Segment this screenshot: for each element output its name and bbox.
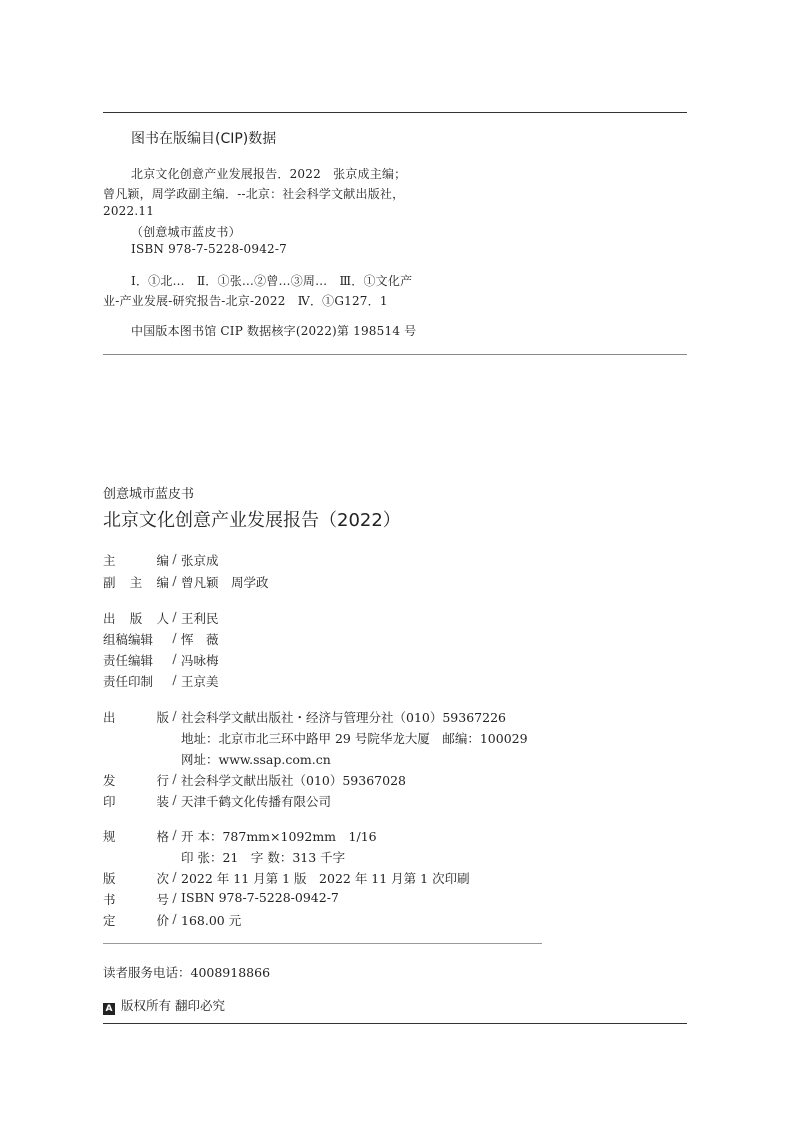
separator: ∕: [172, 869, 177, 884]
bottom-rule: [103, 1023, 687, 1024]
cip-record-number: 中国版本图书馆 CIP 数据核字(2022)第 198514 号: [131, 324, 417, 338]
separator: ∕: [172, 630, 177, 645]
publisher-value: 社会科学文献出版社・经济与管理分社（010）59367226: [181, 710, 506, 725]
credit-label-publisher: 出 版 人: [103, 611, 169, 626]
credit-value-print-supervisor: 王京美: [181, 674, 219, 689]
credit-label-deputy-editor: 副 主 编: [103, 575, 169, 590]
cip-line-1: 北京文化创意产业发展报告．2022 张京成主编；: [131, 167, 407, 181]
cip-line-2: 曾凡颖，周学政副主编．--北京：社会科学文献出版社，: [103, 187, 405, 201]
binding-label: 印 装: [103, 794, 169, 809]
credit-label-responsible-editor: 责任编辑: [103, 653, 154, 668]
cip-series-line: （创意城市蓝皮书）: [131, 225, 241, 239]
isbn-value: ISBN 978-7-5228-0942-7: [181, 890, 339, 905]
info-divider: [103, 943, 542, 944]
separator: ∕: [172, 771, 177, 786]
specs-label: 规 格: [103, 829, 169, 844]
reader-service-phone: 读者服务电话：4008918866: [103, 965, 271, 980]
separator: ∕: [172, 609, 177, 624]
publisher-address: 地址：北京市北三环中路甲 29 号院华龙大厦 邮编：100029: [181, 731, 528, 746]
book-title: 北京文化创意产业发展报告（2022）: [103, 510, 401, 531]
distribution-value: 社会科学文献出版社（010）59367028: [181, 773, 406, 788]
credit-label-print-supervisor: 责任印制: [103, 674, 154, 689]
credit-label-editor: 主 编: [103, 553, 169, 568]
separator: ∕: [172, 651, 177, 666]
credit-value-acquisition-editor: 恽 薇: [181, 632, 219, 647]
cip-classification-line-1: Ⅰ．①北… Ⅱ．①张…②曾…③周… Ⅲ．①文化产: [131, 274, 413, 288]
edition-label: 版 次: [103, 871, 169, 886]
separator: ∕: [172, 827, 177, 842]
credit-value-editor: 张京成: [181, 553, 219, 568]
separator: ∕: [172, 573, 177, 588]
cip-line-3: 2022.11: [103, 204, 155, 218]
separator: ∕: [172, 890, 177, 905]
separator: ∕: [172, 708, 177, 723]
cip-isbn-line: ISBN 978-7-5228-0942-7: [131, 242, 287, 256]
separator: ∕: [172, 551, 177, 566]
separator: ∕: [172, 911, 177, 926]
specs-format: 开 本：787mm×1092mm 1/16: [181, 829, 377, 844]
publisher-website: 网址：www.ssap.com.cn: [181, 752, 331, 767]
edition-value: 2022 年 11 月第 1 版 2022 年 11 月第 1 次印刷: [181, 871, 470, 886]
price-label: 定 价: [103, 913, 169, 928]
credit-value-publisher: 王利民: [181, 611, 219, 626]
credit-value-deputy-editor: 曾凡颖 周学政: [181, 575, 269, 590]
cip-classification-line-2: 业-产业发展-研究报告-北京-2022 Ⅳ．①G127．1: [103, 294, 388, 308]
credit-value-responsible-editor: 冯咏梅: [181, 653, 219, 668]
copyright-notice: [103, 996, 225, 1015]
cip-bottom-rule: [103, 354, 687, 355]
publisher-label: 出 版: [103, 710, 169, 725]
credit-label-acquisition-editor: 组稿编辑: [103, 632, 154, 647]
copyright-text: 版权所有 翻印必究: [121, 998, 225, 1013]
specs-sheets-words: 印 张：21 字 数：313 千字: [181, 850, 346, 865]
series-name: 创意城市蓝皮书: [103, 487, 195, 502]
distribution-label: 发 行: [103, 773, 169, 788]
separator: ∕: [172, 792, 177, 807]
cip-title: 图书在版编目(CIP)数据: [131, 131, 277, 147]
price-value: 168.00 元: [181, 913, 242, 928]
binding-value: 天津千鹤文化传播有限公司: [181, 794, 332, 809]
top-rule: [103, 112, 687, 113]
separator: ∕: [172, 672, 177, 687]
copyright-logo-icon: A: [103, 1003, 115, 1015]
isbn-label: 书 号: [103, 892, 169, 907]
